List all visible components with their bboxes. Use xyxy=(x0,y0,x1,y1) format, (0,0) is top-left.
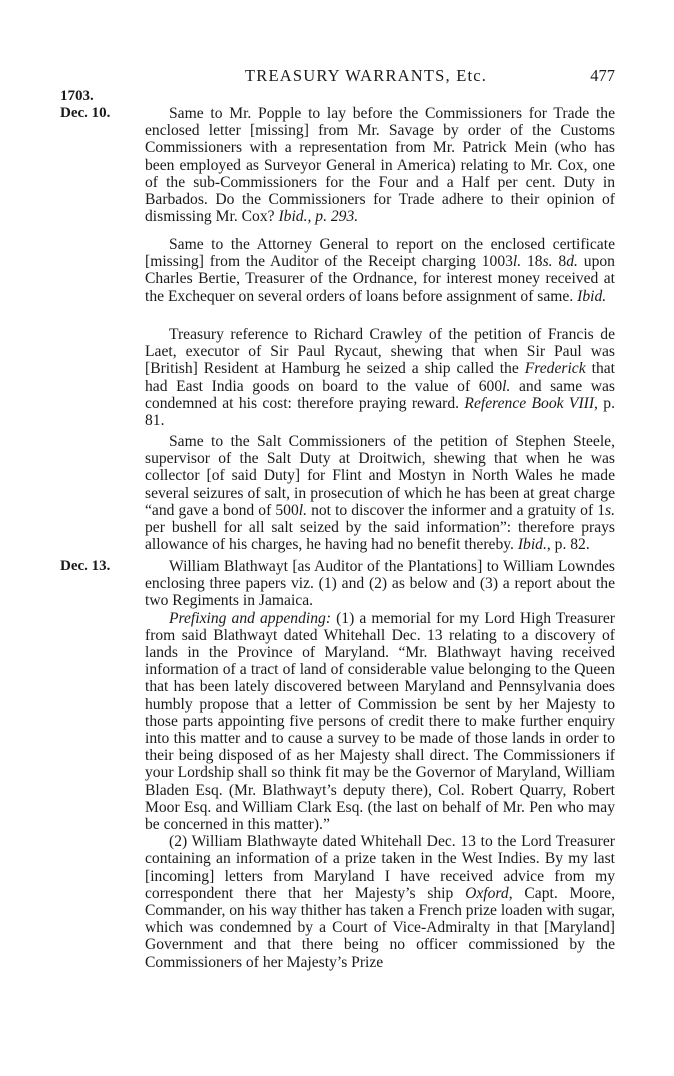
entry-text: William Blathwayt [as Auditor of the Plantations] to William Lowndes enclosing three papers viz. (1) and (2) as below and (3) a report about the two Regiments in Jamaica. xyxy=(145,558,615,610)
citation: Ibid. xyxy=(517,536,547,554)
citation: Ibid., p. 293. xyxy=(278,208,359,226)
entry xyxy=(145,105,615,225)
ship-name: Oxford xyxy=(465,884,509,902)
paragraph xyxy=(145,236,615,305)
currency-unit: l. xyxy=(298,501,307,519)
entry-text: 8 xyxy=(552,253,567,271)
citation-page: , p. 82. xyxy=(546,536,590,554)
entry-text: Treasury reference to Richard Crawley of the petition of Francis de Laet, executor of Sir Paul Rycaut, shewing that when Sir Paul was [British] Resident at Hamburg he seized a ship called the xyxy=(145,326,615,378)
ship-name: Frederick xyxy=(524,360,586,378)
entry xyxy=(145,433,615,553)
entry-text: Same to the Attorney General to report on the enclosed certificate [missing] from the Auditor of the Receipt charging 1003 xyxy=(145,236,615,271)
entry-text: (1) a memorial for my Lord High Treasurer from said Blathwayt dated Whitehall Dec. 13 relating to a discovery of lands in the Province of Maryland. “Mr. Blathwayt having received information of a tract of land of considerable value belonging to the Queen that has been lately discovered between Maryland and Pennsylvania does humbly propose that a letter of Commission be sent by her Majesty to those parts appointing five persons of credit there to make further enquiry into this matter and to cause a survey to be made of those lands in order to their being disposed of as her Majesty shall direct. The Commissioners if your Lordship shall so think fit may be the Governor of Maryland, William Bladen Esq. (Mr. Blathwayt’s deputy there), Col. Robert Quarry, Robert Moor Esq. and William Clark Esq. (the last on behalf of Mr. Pen who may be concerned in this matter).” xyxy=(145,609,615,834)
citation: Reference Book VIII xyxy=(464,394,595,412)
entry-text: (2) William Blathwayte dated Whitehall Dec. 13 to the Lord Treasurer containing an information of a prize taken in the West Indies. By my last [incoming] letters from Maryland I have received advice from my correspondent there that her Majesty’s ship xyxy=(145,833,615,902)
entry-text: , Capt. Moore, Commander, on his way thither has taken a French prize loaden with sugar, which was condemned by a Court of Vice-Admiralty in that [Maryland] Government and that there being no officer commissioned by the Commissioners of her Majesty’s Prize xyxy=(145,884,615,971)
entry xyxy=(145,558,615,971)
entry xyxy=(145,326,615,429)
paragraph xyxy=(145,833,615,971)
citation-page: , p. 81. xyxy=(145,394,616,430)
entry-text: that had East India goods on board to the value of 600 xyxy=(145,360,615,395)
citation: Ibid. xyxy=(577,287,607,305)
page-number: 477 xyxy=(590,66,615,85)
paragraph xyxy=(145,105,615,225)
paragraph xyxy=(145,433,615,553)
entry-text: not to discover the informer and a gratuity of 1 xyxy=(307,501,606,519)
currency-unit: d. xyxy=(566,253,578,271)
entry-text: and same was condemned at his cost: therefore praying reward. xyxy=(145,377,615,412)
currency-unit: s. xyxy=(542,253,553,271)
entry-text: Same to Mr. Popple to lay before the Commissioners for Trade the enclosed letter [missing] from Mr. Savage by order of the Customs Commissioners with a representation from Mr. Patrick Mein (who has been employed as Surveyor General in America) relating to Mr. Cox, one of the sub-Commissioners for the Four and a Half per cent. Duty in Barbados. Do the Commissioners for Trade adhere to their opinion of dismissing Mr. Cox? xyxy=(145,105,615,226)
paragraph xyxy=(145,610,615,834)
paragraph xyxy=(145,326,615,429)
entry-text: per bushell for all salt seized by the said information”: therefore prays allowance of his charges, he having had no benefit thereby. xyxy=(145,519,615,554)
page-title: TREASURY WARRANTS, Etc. xyxy=(245,66,488,85)
margin-year: 1703. xyxy=(60,88,94,104)
currency-unit: l. xyxy=(502,377,511,395)
entry-text: Same to the Salt Commissioners of the petition of Stephen Steele, supervisor of the Salt Duty at Droitwich, shewing that when he was collector [of said Duty] for Flint and Mostyn in North Wales he made several seizures of salt, in prosecution of which he has been at great charge “and gave a bond of 500 xyxy=(145,433,615,519)
currency-unit: s. xyxy=(605,501,615,519)
italic-heading: Prefixing and appending: xyxy=(169,609,332,627)
margin-date: Dec. 13. xyxy=(60,558,111,574)
margin-date: Dec. 10. xyxy=(60,105,111,121)
currency-unit: l. xyxy=(512,253,522,271)
entry-text: 18 xyxy=(521,253,543,271)
entry xyxy=(145,236,615,305)
paragraph xyxy=(145,558,615,610)
entry-text: upon Charles Bertie, Treasurer of the Ordnance, for interest money received at the Exchequer on several orders of loans before assignment of same. xyxy=(145,253,615,305)
running-header xyxy=(145,66,615,86)
